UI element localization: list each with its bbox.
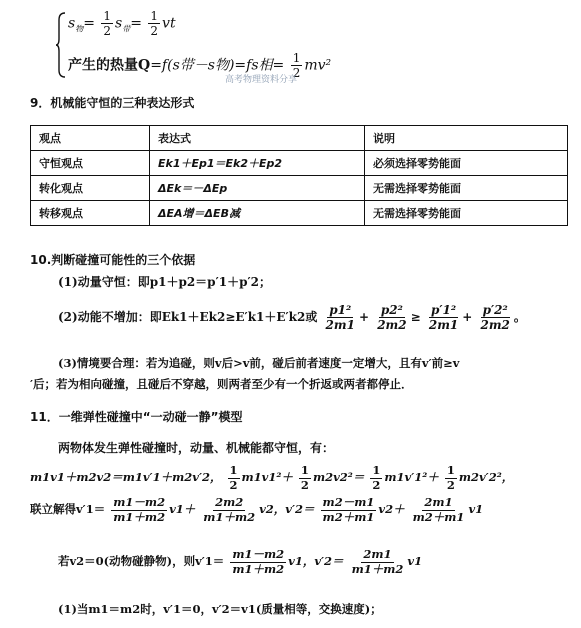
elastic-intro: 两物体发生弹性碰撞时，动量、机械能都守恒，有： [58, 441, 335, 455]
section10-title: 10.判断碰撞可能性的三个依据 [30, 253, 196, 267]
criterion-kinetic-energy: (2)动能不增加：即Ek1＋Ek2≥E′k1＋E′k2或 $\frac{\text{p1²}}{2m1}$ + $\frac{\text{p2²}}{2m2}$ ≥ $\frac{\text{p′1²}}{2m1}$ + $\frac{\text{p′2²}}{2m2}$ 。 [58, 303, 526, 332]
criterion-situation-line1: (3)情境要合理：若为追碰，则v后>v前，碰后前者速度一定增大，且有v′前≥v [58, 356, 460, 370]
table-cell: 转化观点 [31, 176, 150, 201]
conservation-table [30, 125, 568, 226]
momentum-equation: m1v1＋m2v2＝m1v′1＋m2v′2， $\frac{1}{2}$ m1v1²＋ $\frac{1}{2}$ m2v2²＝ $\frac{1}{2}$ m1v′1²＋ $\frac{1}{2}$ m2v′2²， [30, 463, 514, 492]
table-header-cell: 观点 [31, 126, 150, 151]
static-target-equation: 若v2＝0(动物碰静物)，则v′1＝ $\frac{m1-m2}{m1+m2}$ v1，v′2＝ $\frac{2m1}{m1+m2}$ v1 [58, 547, 423, 576]
table-cell: ΔEA增＝ΔEB减 [150, 201, 365, 226]
heat-equation: 产生的热量Q=f(s带－s物)=fs相= $\frac{1}{2}$ mv² [68, 51, 332, 80]
criterion-situation-line2: ′后；若为相向碰撞，且碰后不穿越，则两者至少有一个折返或两者都停止． [30, 377, 413, 391]
left-brace [56, 12, 66, 78]
table-row [31, 151, 568, 176]
equation-s-object: $s_物=$ $\frac{1}{2}$ $s_带=$ $\frac{1}{2}$ vt [68, 9, 176, 38]
criterion-momentum: (1)动量守恒：即p1＋p2＝p′1＋p′2； [58, 275, 271, 289]
section11-title: 11．一维弹性碰撞中“一动碰一静”模型 [30, 410, 243, 424]
table-cell: 无需选择零势能面 [365, 176, 568, 201]
solution-equation: 联立解得v′1＝ $\frac{m1-m2}{m1+m2}$ v1＋ $\frac{2m2}{m1+m2}$ v2，v′2＝ $\frac{m2-m1}{m2+m1}$ v2＋ $\frac{2m1}{m2+m1}$ v1 [30, 495, 484, 524]
table-cell: Ek1＋Ep1＝Ek2＋Ep2 [150, 151, 365, 176]
table-header-row [31, 126, 568, 151]
watermark: 高考物理资料分享 [225, 75, 298, 85]
table-header-cell: 表达式 [150, 126, 365, 151]
table-cell: 转移观点 [31, 201, 150, 226]
table-cell: 必须选择零势能面 [365, 151, 568, 176]
case-equal-mass: (1)当m1＝m2时，v′1＝0，v′2＝v1(质量相等，交换速度)； [58, 602, 382, 616]
section9-title: 9．机械能守恒的三种表达形式 [30, 96, 195, 110]
table-row [31, 176, 568, 201]
table-cell: ΔEk＝－ΔEp [150, 176, 365, 201]
table-header-cell: 说明 [365, 126, 568, 151]
table-row [31, 201, 568, 226]
table-cell: 守恒观点 [31, 151, 150, 176]
table-cell: 无需选择零势能面 [365, 201, 568, 226]
